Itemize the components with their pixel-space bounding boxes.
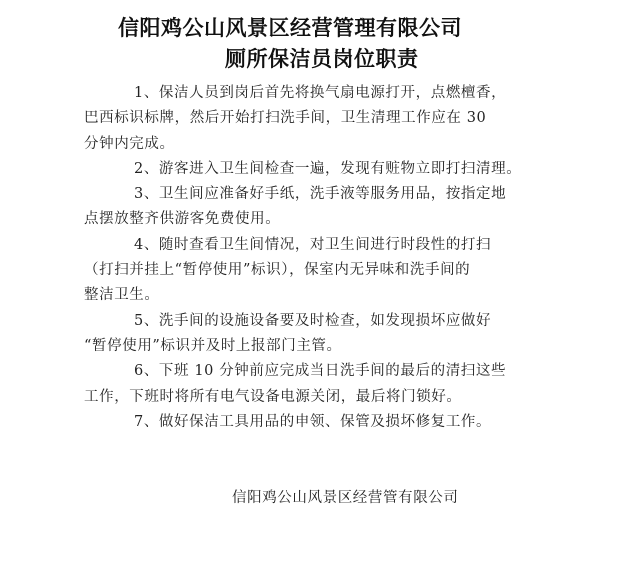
document-title: 厕所保洁员岗位职责 xyxy=(225,47,419,71)
duty-line: 2、游客进入卫生间检查一遍，发现有赃物立即打扫清理。 xyxy=(134,160,522,177)
company-name-heading: 信阳鸡公山风景区经营管理有限公司 xyxy=(118,16,462,40)
duty-line: 3、卫生间应准备好手纸，洗手液等服务用品，按指定地 xyxy=(134,186,507,203)
duty-item-3 xyxy=(84,182,564,233)
duty-line: 点摆放整齐供游客免费使用。 xyxy=(84,211,281,228)
duty-item-6 xyxy=(84,359,564,410)
duty-line: “暂停使用”标识并及时上报部门主管。 xyxy=(84,337,342,354)
duties-list xyxy=(84,81,564,435)
duty-item-2 xyxy=(84,157,564,182)
footer-signature: 信阳鸡公山风景区经营管有限公司 xyxy=(232,490,459,506)
duty-line: 整洁卫生。 xyxy=(84,287,160,304)
duty-line: 6、下班 10 分钟前应完成当日洗手间的最后的清扫这些 xyxy=(134,363,507,380)
duty-item-4 xyxy=(84,233,564,309)
duty-item-5 xyxy=(84,309,564,360)
duty-item-7 xyxy=(84,410,564,435)
duty-line: 7、做好保洁工具用品的申领、保管及损坏修复工作。 xyxy=(134,413,492,430)
duty-line: 5、洗手间的设施设备要及时检查，如发现损坏应做好 xyxy=(134,312,492,329)
duty-line: 4、随时查看卫生间情况，对卫生间进行时段性的打扫 xyxy=(134,236,492,253)
duty-line: （打扫并挂上“暂停使用”标识），保室内无异味和洗手间的 xyxy=(84,262,471,279)
duty-line: 巴西标识标牌，然后开始打扫洗手间，卫生清理工作应在 30 xyxy=(84,110,487,127)
duty-item-1 xyxy=(84,81,564,157)
duty-line: 工作，下班时将所有电气设备电源关闭，最后将门锁好。 xyxy=(84,388,462,405)
duty-line: 1、保洁人员到岗后首先将换气扇电源打开，点燃檀香， xyxy=(134,85,507,101)
duty-line: 分钟内完成。 xyxy=(84,135,175,152)
